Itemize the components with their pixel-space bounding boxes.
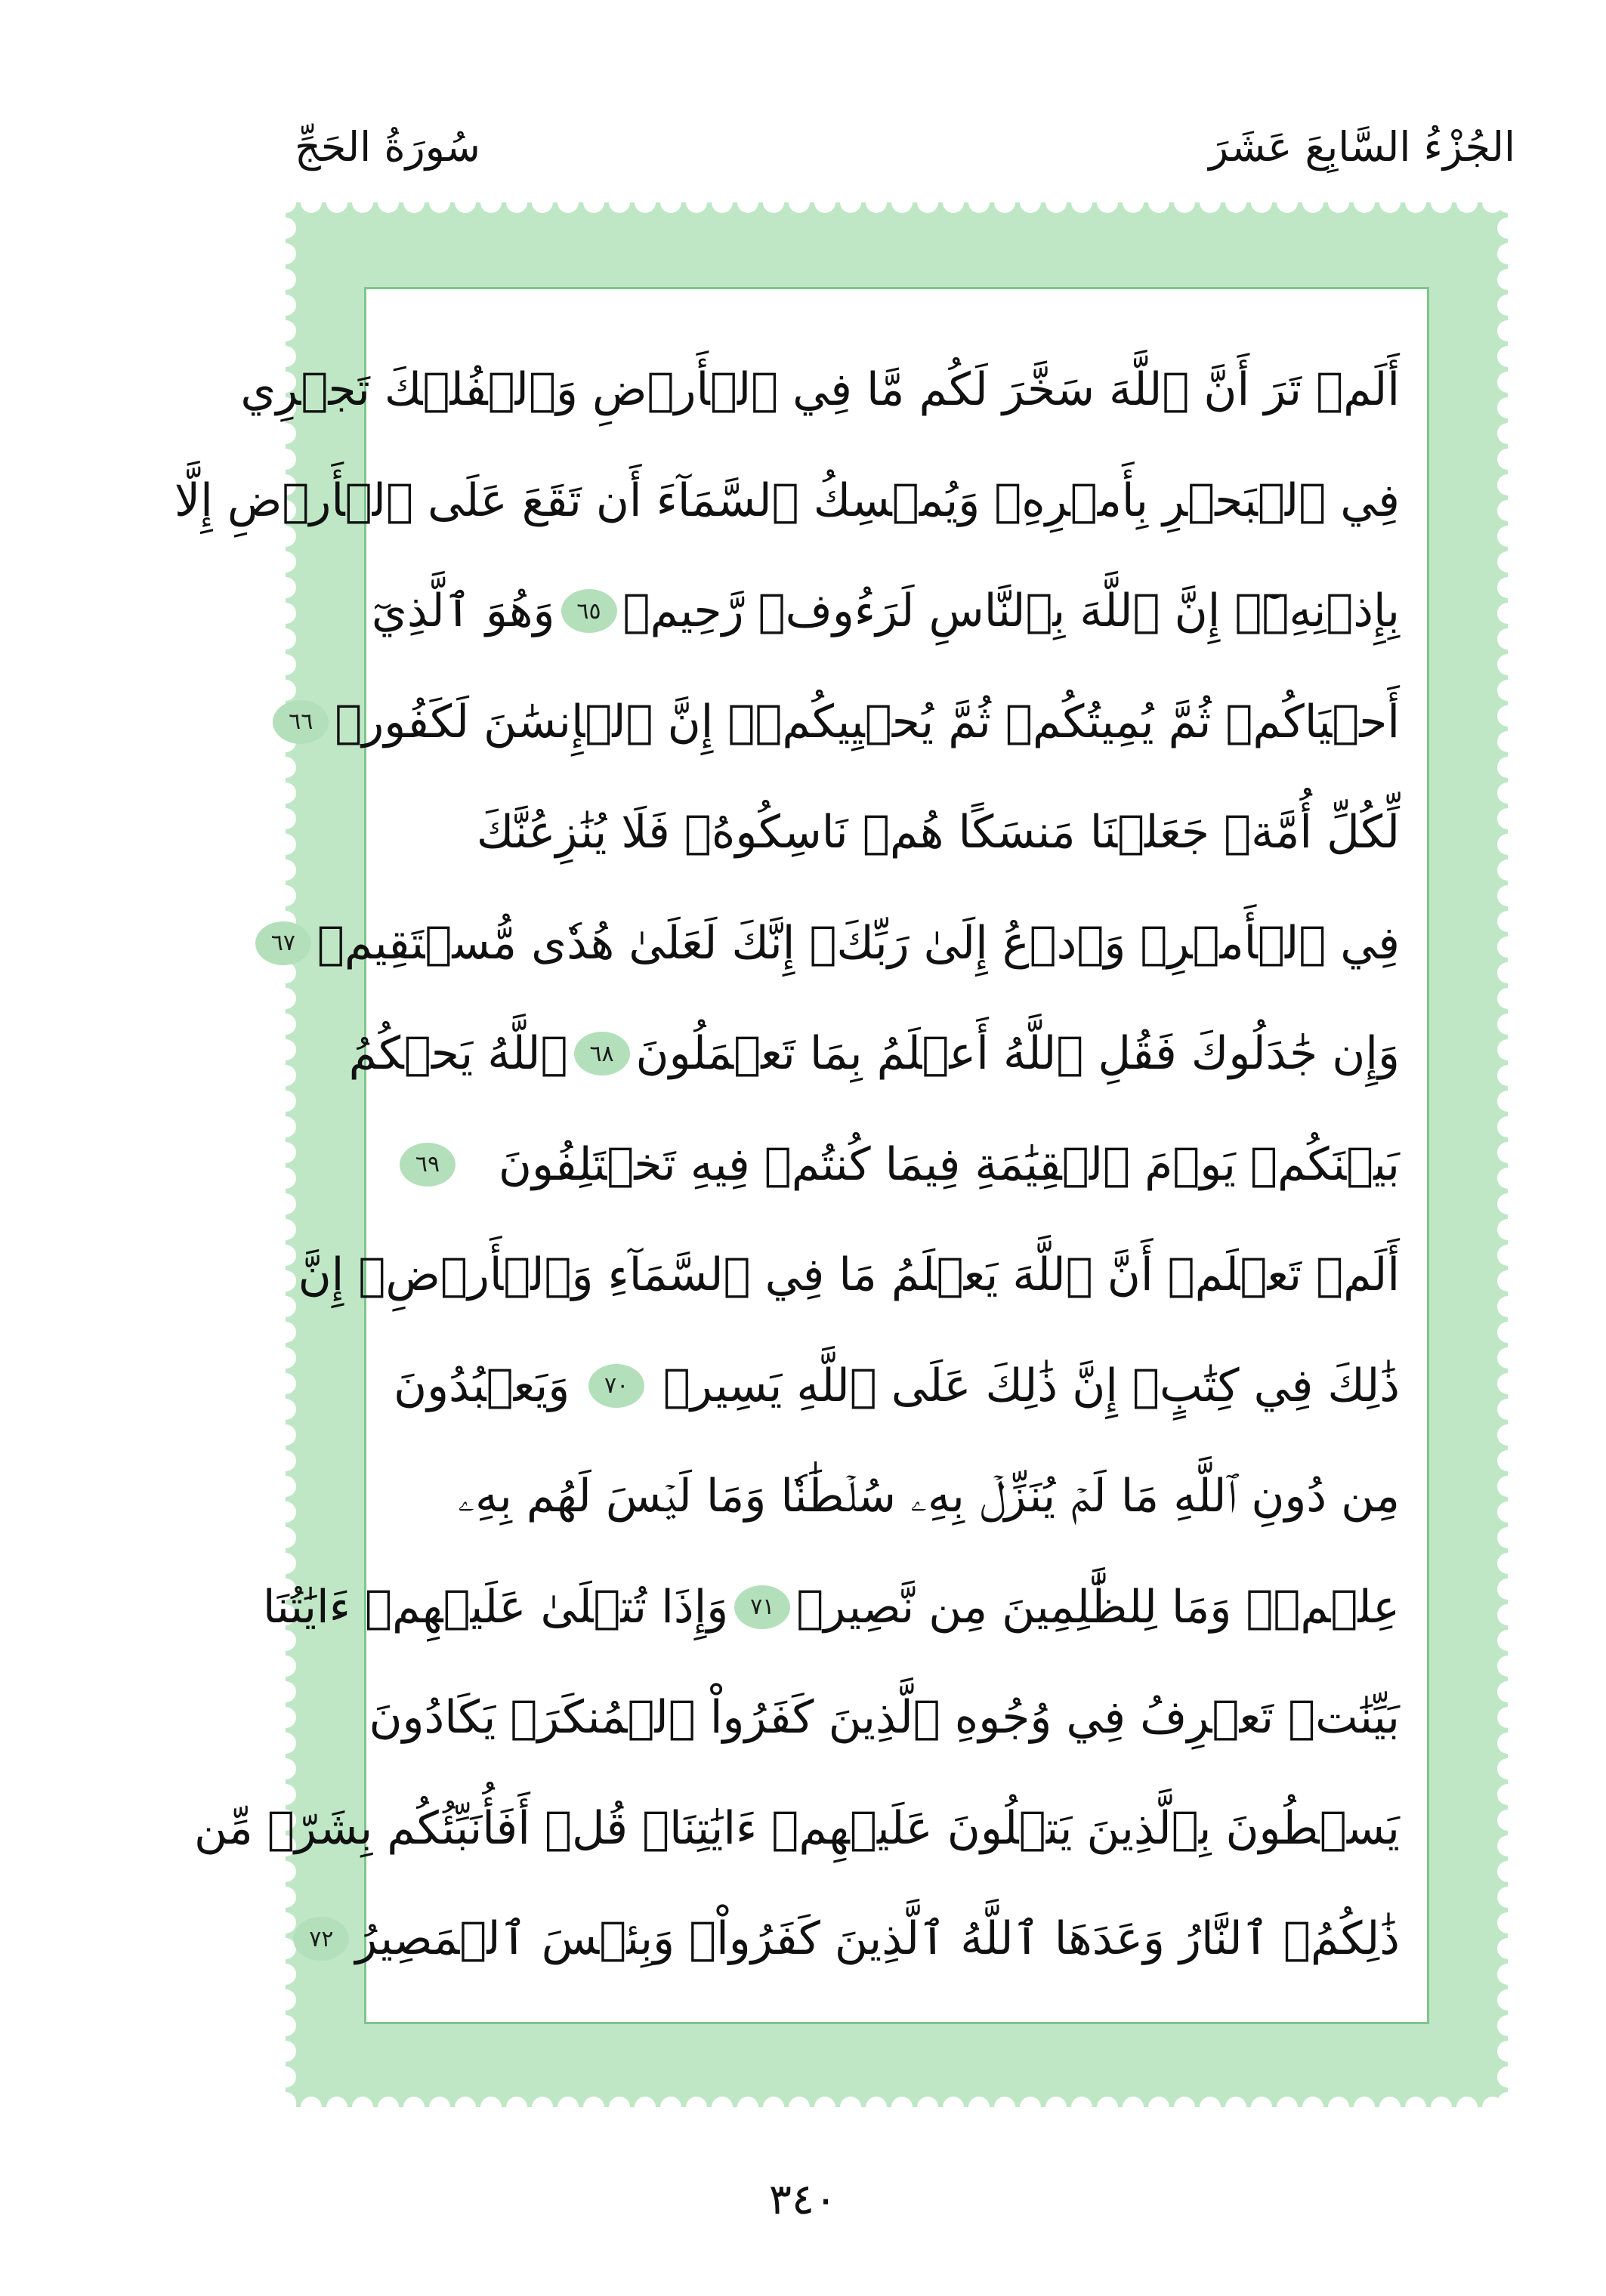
verse-text: وَإِذَا تُتۡلَىٰ عَلَيۡهِمۡ ءَايَٰتُنَا <box>262 1580 729 1634</box>
frame-scallop <box>1277 2097 1298 2107</box>
frame-scallop <box>1379 202 1401 213</box>
verse-line <box>394 1441 1400 1552</box>
frame-scallop <box>1497 551 1508 572</box>
verse-text: أَلَمۡ تَرَ أَنَّ ٱللَّهَ سَخَّرَ لَكُم مَّا فِي ٱلۡأَرۡضِ وَٱلۡفُلۡكَ تَجۡرِي <box>240 363 1400 417</box>
frame-scallop <box>286 1527 296 1548</box>
frame-scallop <box>557 2097 579 2107</box>
frame-scallop <box>609 202 630 213</box>
frame-scallop <box>1497 2066 1508 2088</box>
verse-text: ذَٰلِكُمُۚ ٱلنَّارُ وَعَدَهَا ٱللَّهُ ٱلَّذِينَ كَفَرُواْۖ وَبِئۡسَ ٱلۡمَصِيرُ <box>355 1912 1400 1966</box>
frame-scallop <box>286 1424 296 1446</box>
frame-scallop <box>1497 1861 1508 1882</box>
frame-scallop <box>286 962 296 983</box>
frame-scallop <box>660 202 681 213</box>
frame-scallop <box>737 202 758 213</box>
frame-scallop <box>1328 202 1349 213</box>
verse-line <box>289 667 1400 778</box>
ayah-number-marker: ٦٥ <box>561 589 617 633</box>
frame-scallop <box>635 202 656 213</box>
verse-text: فِي ٱلۡبَحۡرِ بِأَمۡرِهِۦ وَيُمۡسِكُ ٱلسَّمَآءَ أَن تَقَعَ عَلَى ٱلۡأَرۡضِ إِلَّا <box>174 474 1400 527</box>
frame-scallop <box>1405 202 1426 213</box>
verse-line <box>270 888 1400 999</box>
frame-scallop <box>286 526 296 547</box>
frame-scallop <box>286 1193 296 1214</box>
frame-scallop <box>286 782 296 804</box>
frame-scallop <box>1045 202 1067 213</box>
frame-scallop <box>635 2097 656 2107</box>
frame-scallop <box>814 2097 835 2107</box>
frame-scallop <box>1497 1887 1508 1908</box>
frame-scallop <box>1497 680 1508 701</box>
verse-text: لِّكُلِّ أُمَّةٖ جَعَلۡنَا مَنسَكًا هُمۡ نَاسِكُوهُۖ فَلَا يُنَٰزِعُنَّكَ <box>476 806 1400 859</box>
verse-text: وَيَعۡبُدُونَ <box>394 1359 570 1412</box>
frame-scallop <box>866 2097 887 2107</box>
frame-scallop <box>286 1758 296 1779</box>
frame-scallop <box>1497 782 1508 804</box>
verse-text: بَيۡنَكُمۡ يَوۡمَ ٱلۡقِيَٰمَةِ فِيمَا كُنتُمۡ فِيهِ تَخۡتَلِفُونَ <box>498 1137 1400 1191</box>
frame-scallop <box>286 1347 296 1369</box>
frame-scallop <box>1123 202 1144 213</box>
frame-scallop <box>1497 1810 1508 1831</box>
frame-scallop <box>1456 2097 1478 2107</box>
verse-text: وَهُوَ ٱلَّذِيٓ <box>371 585 555 638</box>
frame-scallop <box>1497 859 1508 881</box>
frame-scallop <box>286 1219 296 1240</box>
frame-scallop <box>1225 2097 1246 2107</box>
frame-scallop <box>286 1681 296 1702</box>
frame-scallop <box>763 2097 784 2107</box>
frame-scallop <box>1497 603 1508 624</box>
frame-scallop <box>1497 1784 1508 1805</box>
frame-scallop <box>286 757 296 778</box>
frame-scallop <box>1497 202 1508 213</box>
frame-scallop <box>1456 202 1478 213</box>
frame-scallop <box>1497 628 1508 650</box>
frame-scallop <box>286 885 296 906</box>
verse-line <box>394 777 1400 888</box>
ayah-number-marker: ٧١ <box>734 1585 790 1629</box>
frame-scallop <box>1497 1938 1508 1959</box>
frame-scallop <box>286 1989 296 2011</box>
frame-scallop <box>1497 1707 1508 1728</box>
verse-text: أَلَمۡ تَعۡلَمۡ أَنَّ ٱللَّهَ يَعۡلَمُ مَا فِي ٱلسَّمَآءِ وَٱلۡأَرۡضِۚ إِنَّ <box>298 1248 1400 1302</box>
frame-scallop <box>378 2097 399 2107</box>
frame-scallop <box>326 202 347 213</box>
frame-scallop <box>763 202 784 213</box>
frame-scallop <box>1097 2097 1118 2107</box>
frame-scallop <box>1497 705 1508 727</box>
frame-scallop <box>1497 1142 1508 1163</box>
frame-scallop <box>1497 1091 1508 1112</box>
frame-scallop <box>609 2097 630 2107</box>
frame-scallop <box>1497 1347 1508 1369</box>
frame-scallop <box>1431 202 1452 213</box>
frame-scallop <box>352 202 373 213</box>
frame-scallop <box>1497 731 1508 752</box>
frame-scallop <box>891 2097 913 2107</box>
frame-scallop <box>403 2097 425 2107</box>
frame-scallop <box>286 1168 296 1189</box>
frame-scallop <box>286 1091 296 1112</box>
verse-line <box>371 556 1400 667</box>
frame-scallop <box>286 2066 296 2088</box>
frame-scallop <box>1497 1527 1508 1548</box>
frame-scallop <box>301 2097 322 2107</box>
ayah-number-marker: ٧٢ <box>293 1917 349 1961</box>
frame-scallop <box>429 2097 450 2107</box>
surah-title: سُورَةُ الحَجِّ <box>295 123 480 171</box>
frame-scallop <box>943 202 964 213</box>
frame-scallop <box>660 2097 681 2107</box>
frame-scallop <box>1497 1501 1508 1523</box>
frame-scallop <box>1497 1373 1508 1394</box>
frame-scallop <box>1497 1014 1508 1035</box>
frame-scallop <box>1379 2097 1401 2107</box>
frame-scallop <box>1497 1116 1508 1137</box>
frame-scallop <box>1497 1912 1508 1933</box>
frame-scallop <box>378 202 399 213</box>
frame-scallop <box>1497 320 1508 341</box>
frame-scallop <box>286 1861 296 1882</box>
frame-scallop <box>286 1322 296 1343</box>
verse-text: أَحۡيَاكُمۡ ثُمَّ يُمِيتُكُمۡ ثُمَّ يُحۡيِيكُمۡۗ إِنَّ ٱلۡإِنسَٰنَ لَكَفُورٞ <box>335 695 1400 748</box>
frame-scallop <box>1497 1681 1508 1702</box>
frame-scallop <box>968 202 990 213</box>
frame-scallop <box>286 1245 296 1266</box>
frame-scallop <box>286 243 296 264</box>
frame-scallop <box>1174 202 1195 213</box>
frame-scallop <box>917 2097 938 2107</box>
frame-scallop <box>1200 202 1221 213</box>
frame-scallop <box>403 202 425 213</box>
frame-scallop <box>286 1399 296 1420</box>
frame-scallop <box>917 202 938 213</box>
frame-scallop <box>1497 1168 1508 1189</box>
frame-scallop <box>1200 2097 1221 2107</box>
verse-text: بَيِّنَٰتٖ تَعۡرِفُ فِي وُجُوهِ ٱلَّذِينَ كَفَرُواْ ٱلۡمُنكَرَۖ يَكَادُونَ <box>369 1691 1400 1745</box>
frame-scallop <box>286 320 296 341</box>
frame-scallop <box>1497 911 1508 932</box>
frame-scallop <box>737 2097 758 2107</box>
frame-scallop <box>1302 202 1323 213</box>
verse-line <box>394 1109 1400 1221</box>
frame-scallop <box>686 2097 707 2107</box>
frame-scallop <box>1497 1296 1508 1317</box>
verse-text: وَإِن جَٰدَلُوكَ فَقُلِ ٱللَّهُ أَعۡلَمُ بِمَا تَعۡمَلُونَ <box>635 1027 1400 1081</box>
frame-scallop <box>1497 1399 1508 1420</box>
frame-scallop <box>1497 937 1508 958</box>
frame-scallop <box>286 295 296 316</box>
ayah-number-marker: ٧٠ <box>588 1364 644 1408</box>
frame-scallop <box>1354 202 1375 213</box>
verse-line <box>262 1552 1400 1663</box>
frame-scallop <box>286 269 296 290</box>
frame-scallop <box>506 2097 527 2107</box>
frame-scallop <box>1497 397 1508 418</box>
frame-scallop <box>866 202 887 213</box>
frame-scallop <box>789 2097 810 2107</box>
frame-scallop <box>286 1039 296 1060</box>
frame-scallop <box>1497 2015 1508 2036</box>
frame-scallop <box>994 202 1015 213</box>
juz-title: الجُزْءُ السَّابِعَ عَشَرَ <box>1209 123 1515 171</box>
frame-scallop <box>1497 808 1508 829</box>
frame-scallop <box>583 2097 604 2107</box>
frame-scallop <box>286 2015 296 2036</box>
frame-scallop <box>1497 295 1508 316</box>
frame-scallop <box>1497 474 1508 495</box>
frame-scallop <box>1097 202 1118 213</box>
verse-line <box>174 446 1400 557</box>
verse-line <box>369 1662 1400 1773</box>
verse-text: عِلۡمٞۗ وَمَا لِلظَّٰلِمِينَ مِن نَّصِيرٖ <box>796 1580 1400 1634</box>
verse-lines <box>174 335 1427 1996</box>
frame-scallop <box>286 1270 296 1292</box>
ayah-number-marker: ٦٦ <box>273 700 329 744</box>
frame-scallop <box>1497 243 1508 264</box>
frame-scallop <box>1497 1578 1508 1600</box>
frame-scallop <box>286 859 296 881</box>
frame-scallop <box>840 2097 861 2107</box>
frame-scallop <box>455 202 476 213</box>
frame-scallop <box>1497 1630 1508 1651</box>
frame-scallop <box>1497 1758 1508 1779</box>
frame-scallop <box>712 202 733 213</box>
frame-scallop <box>286 2041 296 2062</box>
frame-scallop <box>943 2097 964 2107</box>
verse-text: يَسۡطُونَ بِٱلَّذِينَ يَتۡلُونَ عَلَيۡهِمۡ ءَايَٰتِنَاۗ قُلۡ أَفَأُنَبِّئُكُم بِشَرّٖ مِّن <box>193 1801 1400 1855</box>
ayah-number-marker: ٦٨ <box>574 1032 630 1075</box>
frame-scallop <box>1405 2097 1426 2107</box>
verse-text: بِإِذۡنِهِۦٓۚ إِنَّ ٱللَّهَ بِٱلنَّاسِ لَرَءُوفٞ رَّحِيمٞ <box>622 585 1400 638</box>
verse-line <box>298 1220 1400 1331</box>
frame-scallop <box>789 202 810 213</box>
frame-scallop <box>429 202 450 213</box>
frame-scallop <box>286 1476 296 1497</box>
frame-scallop <box>286 808 296 829</box>
frame-scallop <box>1497 449 1508 470</box>
frame-scallop <box>1497 526 1508 547</box>
frame-scallop <box>1497 962 1508 983</box>
frame-scallop <box>1497 1733 1508 1754</box>
verse-text: مِن دُونِ ٱللَّهِ مَا لَمۡ يُنَزِّلۡ بِهِۦ سُلۡطَٰنٗا وَمَا لَيۡسَ لَهُم بِهِۦ <box>458 1470 1400 1523</box>
frame-scallop <box>286 1887 296 1908</box>
frame-scallop <box>1497 988 1508 1009</box>
frame-scallop <box>1251 202 1272 213</box>
frame-scallop <box>286 1296 296 1317</box>
frame-scallop <box>1497 346 1508 367</box>
frame-scallop <box>532 2097 553 2107</box>
frame-scallop <box>968 2097 990 2107</box>
page-number: ٣٤٠ <box>768 2175 838 2224</box>
frame-scallop <box>1251 2097 1272 2107</box>
frame-scallop <box>1148 2097 1169 2107</box>
frame-scallop <box>1148 202 1169 213</box>
frame-scallop <box>286 2092 296 2107</box>
frame-scallop <box>326 2097 347 2107</box>
frame-scallop <box>286 834 296 855</box>
frame-scallop <box>1497 577 1508 598</box>
frame-scallop <box>1497 654 1508 675</box>
frame-scallop <box>506 202 527 213</box>
verse-line <box>193 1773 1400 1884</box>
frame-scallop <box>1497 1476 1508 1497</box>
frame-scallop <box>1497 1424 1508 1446</box>
frame-scallop <box>1277 202 1298 213</box>
frame-scallop <box>286 577 296 598</box>
frame-scallop <box>1045 2097 1067 2107</box>
frame-scallop <box>455 2097 476 2107</box>
frame-scallop <box>1497 885 1508 906</box>
frame-scallop <box>286 1656 296 1677</box>
frame-scallop <box>1497 500 1508 521</box>
frame-scallop <box>286 680 296 701</box>
frame-scallop <box>1497 1065 1508 1086</box>
frame-scallop <box>286 1733 296 1754</box>
frame-scallop <box>557 202 579 213</box>
text-panel <box>174 287 1429 2024</box>
frame-scallop <box>1497 1193 1508 1214</box>
verse-line <box>309 1884 1400 1995</box>
verse-line <box>240 335 1400 446</box>
frame-scallop <box>994 2097 1015 2107</box>
frame-scallop <box>286 218 296 239</box>
frame-scallop <box>814 202 835 213</box>
frame-scallop <box>286 988 296 1009</box>
frame-scallop <box>1497 423 1508 444</box>
frame-scallop <box>1225 202 1246 213</box>
frame-scallop <box>1497 1989 1508 2011</box>
frame-scallop <box>1497 1964 1508 1985</box>
frame-scallop <box>286 202 296 213</box>
frame-scallop <box>1497 1219 1508 1240</box>
frame-scallop <box>1497 1450 1508 1471</box>
frame-scallop <box>1497 1270 1508 1292</box>
frame-scallop <box>1497 1604 1508 1625</box>
frame-scallop <box>286 1065 296 1086</box>
frame-scallop <box>1497 1835 1508 1856</box>
frame-scallop <box>301 202 322 213</box>
frame-scallop <box>1354 2097 1375 2107</box>
frame-scallop <box>1497 1039 1508 1060</box>
frame-scallop <box>686 202 707 213</box>
verse-text: ٱللَّهُ يَحۡكُمُ <box>348 1027 568 1081</box>
frame-scallop <box>1497 1553 1508 1574</box>
frame-scallop <box>286 1116 296 1137</box>
frame-scallop <box>1497 2041 1508 2062</box>
frame-scallop <box>480 2097 502 2107</box>
frame-scallop <box>286 1964 296 1985</box>
frame-scallop <box>1497 269 1508 290</box>
frame-scallop <box>286 423 296 444</box>
verse-line <box>348 998 1400 1109</box>
frame-scallop <box>891 202 913 213</box>
frame-scallop <box>286 1707 296 1728</box>
frame-scallop <box>352 2097 373 2107</box>
frame-scallop <box>480 202 502 213</box>
frame-scallop <box>1497 1322 1508 1343</box>
frame-scallop <box>286 1553 296 1574</box>
frame-scallop <box>1020 202 1041 213</box>
frame-scallop <box>1497 1245 1508 1266</box>
verse-line <box>394 1331 1400 1442</box>
frame-scallop <box>1431 2097 1452 2107</box>
frame-scallop <box>1497 372 1508 393</box>
frame-scallop <box>286 1142 296 1163</box>
frame-scallop <box>286 603 296 624</box>
ayah-number-marker: ٦٩ <box>400 1143 456 1187</box>
frame-scallop <box>286 1014 296 1035</box>
frame-scallop <box>1302 2097 1323 2107</box>
frame-scallop <box>1497 2092 1508 2107</box>
frame-scallop <box>840 202 861 213</box>
frame-scallop <box>1071 202 1092 213</box>
ayah-number-marker: ٦٧ <box>255 921 311 965</box>
frame-scallop <box>583 202 604 213</box>
frame-scallop <box>1174 2097 1195 2107</box>
frame-scallop <box>286 654 296 675</box>
frame-scallop <box>1497 757 1508 778</box>
frame-scallop <box>286 1373 296 1394</box>
frame-scallop <box>286 1450 296 1471</box>
frame-scallop <box>1123 2097 1144 2107</box>
verse-text: فِي ٱلۡأَمۡرِۚ وَٱدۡعُ إِلَىٰ رَبِّكَۖ إِنَّكَ لَعَلَىٰ هُدٗى مُّسۡتَقِيمٖ <box>317 916 1400 970</box>
frame-scallop <box>1497 1656 1508 1677</box>
frame-scallop <box>1328 2097 1349 2107</box>
verse-text: ذَٰلِكَ فِي كِتَٰبٍۚ إِنَّ ذَٰلِكَ عَلَى ٱللَّهِ يَسِيرٞ <box>662 1359 1400 1412</box>
frame-scallop <box>286 551 296 572</box>
frame-scallop <box>286 449 296 470</box>
frame-scallop <box>1497 834 1508 855</box>
frame-scallop <box>1071 2097 1092 2107</box>
frame-scallop <box>286 1501 296 1523</box>
frame-scallop <box>1020 2097 1041 2107</box>
frame-scallop <box>712 2097 733 2107</box>
frame-scallop <box>286 628 296 650</box>
frame-scallop <box>532 202 553 213</box>
frame-scallop <box>1497 218 1508 239</box>
